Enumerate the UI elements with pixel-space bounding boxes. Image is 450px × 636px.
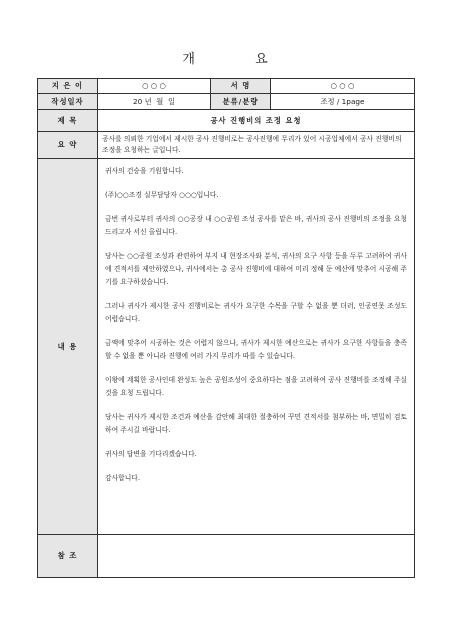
summary-value: 공사를 의뢰한 기업에서 제시한 공사 진행비로는 공사진행에 무리가 있어 시공업체에서 공사 진행비의 조정을 요청하는 글입니다. xyxy=(98,132,415,159)
reference-value xyxy=(98,535,415,578)
content-paragraph: 당사는 귀사가 제시한 조건과 예산을 감안해 최대한 절충하여 꾸민 견적서를 첨부하는 바, 면밀히 검토하여 주시길 바랍니다. xyxy=(105,413,407,434)
content-paragraph: 이왕에 계획한 공사인데 완성도 높은 공원조성이 중요하다는 점을 고려하여 공사 진행비를 조정해 주실 것을 요청 드립니다. xyxy=(105,376,407,397)
author-label: 지 은 이 xyxy=(38,79,98,94)
subject-value: 공사 진행비의 조정 요청 xyxy=(98,110,415,132)
content-paragraph: 금액에 맞추어 시공하는 것은 어렵지 않으나, 귀사가 제시한 예산으로는 귀사가 요구한 사항들을 충족할 수 없을 뿐 아니라 진행에 여러 가지 무리가 따를 수 있습니다. xyxy=(105,339,407,360)
date-value: 20 년 월 일 xyxy=(98,94,211,110)
page-title: 개 요 xyxy=(182,52,296,67)
date-label: 작성일자 xyxy=(38,94,98,110)
author-value: ○ ○ ○ xyxy=(98,79,211,94)
signature-label: 서 명 xyxy=(211,79,271,94)
content-paragraph: 당사는 ○○공원 조성과 관련하여 부지 내 현장조사와 분석, 귀사의 요구 사항 등을 두루 고려하여 귀사에 견적서를 제안하였으나, 귀사에서는 총 공사 진행비에 대하여 미리 정해 둔 예산에 맞추어 시공해 주기를 요구하셨습니다. xyxy=(105,252,407,286)
content-paragraph: 귀사의 답변을 기다리겠습니다. xyxy=(105,450,197,458)
document-form xyxy=(37,78,415,578)
content-paragraph: 귀사의 건승을 기원합니다. xyxy=(105,167,184,175)
content-paragraph: 감사합니다. xyxy=(105,474,140,482)
category-value: 조정 / 1page xyxy=(271,94,415,110)
content-label: 내 용 xyxy=(38,159,98,535)
content-paragraph: 그러나 귀사가 제시한 공사 진행비로는 귀사가 요구한 수목을 구할 수 없을 뿐 더러, 인공연못 조성도 어렵습니다. xyxy=(105,302,407,323)
content-paragraph: 금번 귀사로부터 귀사의 ○○공장 내 ○○공원 조성 공사를 맡은 바, 귀사의 공사 진행비의 조정을 요청 드리고자 서신 올립니다. xyxy=(105,215,407,236)
signature-value: ○ ○ ○ xyxy=(271,79,415,94)
category-label: 분류/분량 xyxy=(211,94,271,110)
content-paragraph: (주)○○조경 실무담당자 ○○○입니다. xyxy=(105,191,219,199)
content-body xyxy=(98,159,415,535)
reference-label: 참 조 xyxy=(38,535,98,578)
summary-label: 요 약 xyxy=(38,132,98,159)
subject-label: 제 목 xyxy=(38,110,98,132)
